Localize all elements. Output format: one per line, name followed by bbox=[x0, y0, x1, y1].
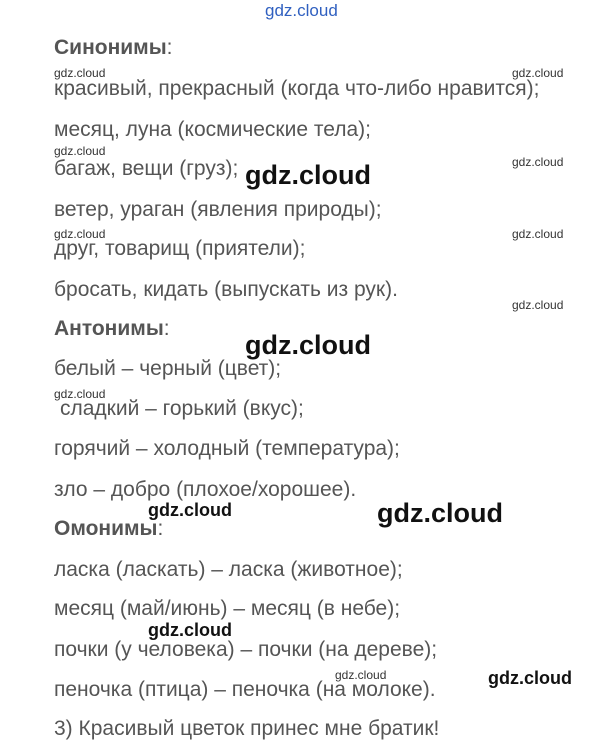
watermark-small: gdz.cloud bbox=[54, 66, 106, 80]
synonym-line-4: ветер, ураган (явления природы); bbox=[54, 198, 382, 221]
watermark-large: gdz.cloud bbox=[377, 498, 503, 528]
watermark-large: gdz.cloud bbox=[245, 330, 371, 360]
antonyms-heading-text: Антонимы bbox=[54, 317, 164, 340]
synonym-line-2: месяц, луна (космические тела); bbox=[54, 118, 371, 141]
antonym-line-2: сладкий – горький (вкус); bbox=[60, 397, 304, 420]
watermark-small: gdz.cloud bbox=[54, 227, 106, 241]
antonym-line-4: зло – добро (плохое/хорошее). bbox=[54, 478, 357, 501]
antonym-line-3: горячий – холодный (температура); bbox=[54, 437, 400, 460]
homonym-line-4: пеночка (птица) – пеночка (на молоке). bbox=[54, 678, 436, 701]
synonyms-heading-text: Синонимы bbox=[54, 36, 167, 59]
sentence-line: 3) Красивый цветок принес мне братик! bbox=[54, 717, 440, 740]
watermark-small: gdz.cloud bbox=[512, 66, 564, 80]
synonyms-heading bbox=[54, 36, 173, 60]
synonym-line-3: багаж, вещи (груз); bbox=[54, 157, 239, 180]
watermark-small: gdz.cloud bbox=[512, 155, 564, 169]
watermark-medium: gdz.cloud bbox=[488, 668, 572, 688]
homonyms-heading-colon: : bbox=[157, 517, 164, 540]
watermark-small: gdz.cloud bbox=[335, 668, 387, 682]
homonym-line-1: ласка (ласкать) – ласка (животное); bbox=[54, 558, 403, 581]
watermark-large: gdz.cloud bbox=[245, 160, 371, 190]
watermark-medium: gdz.cloud bbox=[148, 620, 232, 640]
synonym-line-1: красивый, прекрасный (когда что-либо нравится); bbox=[54, 77, 540, 100]
homonyms-heading-text: Омонимы bbox=[54, 517, 158, 540]
homonym-line-2: месяц (май/июнь) – месяц (в небе); bbox=[54, 597, 401, 620]
watermark-top: gdz.cloud bbox=[265, 1, 338, 20]
synonym-line-5: друг, товарищ (приятели); bbox=[54, 237, 306, 260]
homonyms-heading bbox=[54, 517, 163, 541]
homonym-line-3: почки (у человека) – почки (на дереве); bbox=[54, 638, 438, 661]
antonyms-heading-colon: : bbox=[163, 317, 170, 340]
watermark-small: gdz.cloud bbox=[54, 387, 106, 401]
antonym-line-1: белый – черный (цвет); bbox=[54, 357, 282, 380]
synonym-line-6: бросать, кидать (выпускать из рук). bbox=[54, 278, 398, 301]
watermark-small: gdz.cloud bbox=[512, 298, 564, 312]
watermark-small: gdz.cloud bbox=[512, 227, 564, 241]
antonyms-heading bbox=[54, 317, 170, 341]
watermark-medium: gdz.cloud bbox=[148, 500, 232, 520]
watermark-small: gdz.cloud bbox=[54, 144, 106, 158]
synonyms-heading-colon: : bbox=[166, 36, 173, 59]
